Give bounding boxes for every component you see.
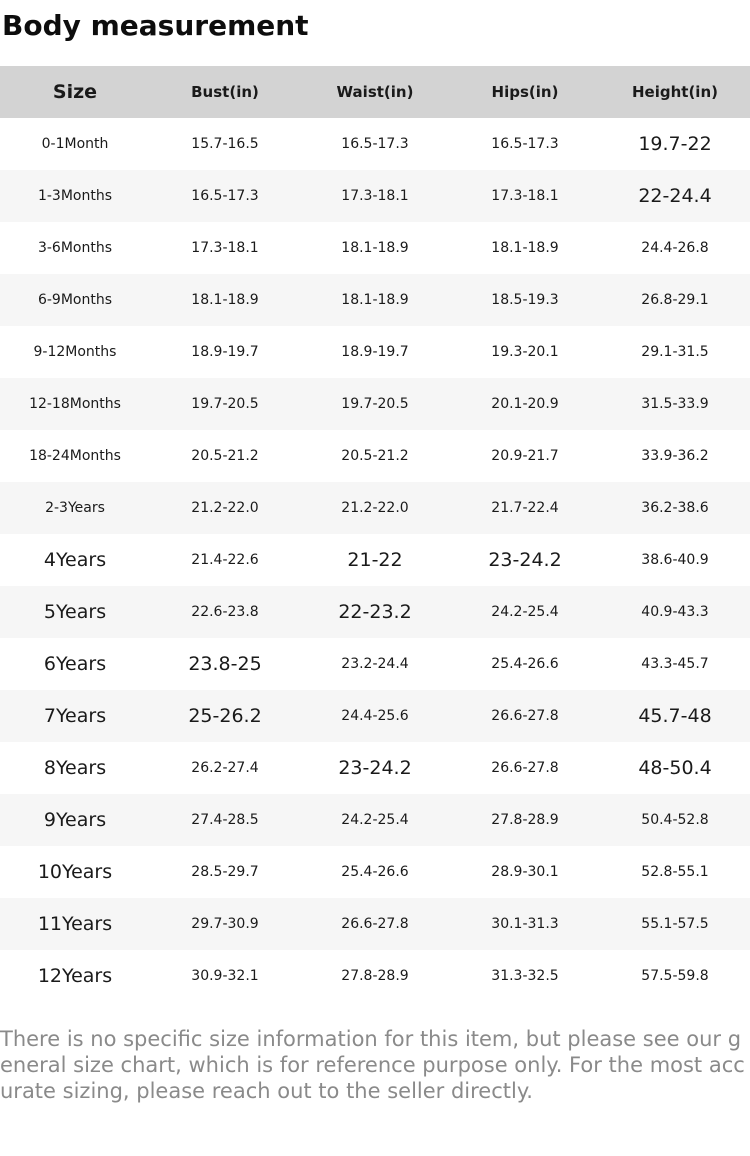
cell-bust: 20.5-21.2 — [191, 447, 259, 464]
cell-waist: 24.4-25.6 — [341, 707, 409, 724]
table-row — [0, 430, 750, 482]
cell-height: 50.4-52.8 — [641, 811, 709, 828]
cell-size: 3-6Months — [37, 239, 113, 256]
cell-size: 1-3Months — [37, 187, 113, 204]
cell-hips: 27.8-28.9 — [491, 811, 559, 828]
header-bust: Bust(in) — [191, 83, 259, 101]
table-row — [0, 898, 750, 950]
cell-bust: 25-26.2 — [188, 704, 262, 727]
cell-hips: 25.4-26.6 — [491, 655, 559, 672]
cell-size: 11Years — [37, 912, 113, 935]
cell-height: 36.2-38.6 — [641, 499, 709, 516]
cell-height: 45.7-48 — [638, 704, 712, 727]
size-disclaimer-text: There is no specific size information for this item, but please see our general size chart, which is for reference purpose only. For the most accurate sizing, please reach out to the seller directly. — [0, 1027, 745, 1103]
table-row — [0, 950, 750, 1002]
cell-height: 22-24.4 — [638, 184, 712, 207]
cell-height: 19.7-22 — [638, 132, 712, 155]
table-row — [0, 586, 750, 638]
cell-height: 31.5-33.9 — [641, 395, 709, 412]
cell-size: 7Years — [43, 704, 107, 727]
table-row — [0, 118, 750, 170]
table-row — [0, 326, 750, 378]
cell-hips: 17.3-18.1 — [491, 187, 559, 204]
cell-height: 33.9-36.2 — [641, 447, 709, 464]
cell-height: 48-50.4 — [638, 756, 712, 779]
cell-bust: 28.5-29.7 — [191, 863, 259, 880]
header-waist: Waist(in) — [336, 83, 414, 101]
page-title: Body measurement — [2, 9, 309, 42]
cell-waist: 23-24.2 — [338, 756, 412, 779]
table-row — [0, 170, 750, 222]
cell-waist: 16.5-17.3 — [341, 135, 409, 152]
cell-hips: 30.1-31.3 — [491, 915, 559, 932]
cell-hips: 23-24.2 — [488, 548, 562, 571]
cell-hips: 26.6-27.8 — [491, 707, 559, 724]
table-row — [0, 274, 750, 326]
cell-height: 38.6-40.9 — [641, 551, 709, 568]
cell-size: 18-24Months — [29, 447, 121, 464]
cell-bust: 15.7-16.5 — [191, 135, 259, 152]
cell-size: 5Years — [43, 600, 107, 623]
table-row — [0, 846, 750, 898]
cell-size: 12Years — [37, 964, 113, 987]
cell-size: 6Years — [43, 652, 107, 675]
cell-waist: 25.4-26.6 — [341, 863, 409, 880]
cell-hips: 31.3-32.5 — [491, 967, 559, 984]
cell-bust: 21.2-22.0 — [191, 499, 259, 516]
table-row — [0, 534, 750, 586]
cell-hips: 19.3-20.1 — [491, 343, 559, 360]
cell-waist: 26.6-27.8 — [341, 915, 409, 932]
cell-bust: 18.1-18.9 — [191, 291, 259, 308]
table-header-row — [0, 66, 750, 118]
cell-hips: 20.9-21.7 — [491, 447, 559, 464]
cell-size: 6-9Months — [37, 291, 113, 308]
cell-waist: 20.5-21.2 — [341, 447, 409, 464]
table-row — [0, 690, 750, 742]
cell-size: 2-3Years — [45, 499, 105, 516]
cell-hips: 18.1-18.9 — [491, 239, 559, 256]
cell-height: 24.4-26.8 — [641, 239, 709, 256]
cell-height: 29.1-31.5 — [641, 343, 709, 360]
table-row — [0, 378, 750, 430]
cell-bust: 19.7-20.5 — [191, 395, 259, 412]
table-row — [0, 222, 750, 274]
cell-bust: 27.4-28.5 — [191, 811, 259, 828]
cell-bust: 17.3-18.1 — [191, 239, 259, 256]
cell-height: 43.3-45.7 — [641, 655, 709, 672]
table-row — [0, 482, 750, 534]
table-row — [0, 794, 750, 846]
cell-waist: 21-22 — [347, 548, 403, 571]
table-row — [0, 742, 750, 794]
cell-hips: 28.9-30.1 — [491, 863, 559, 880]
header-height: Height(in) — [632, 83, 718, 101]
cell-waist: 18.9-19.7 — [341, 343, 409, 360]
cell-waist: 24.2-25.4 — [341, 811, 409, 828]
cell-height: 26.8-29.1 — [641, 291, 709, 308]
header-size: Size — [52, 80, 98, 103]
cell-waist: 21.2-22.0 — [341, 499, 409, 516]
cell-hips: 26.6-27.8 — [491, 759, 559, 776]
table-row — [0, 638, 750, 690]
cell-hips: 18.5-19.3 — [491, 291, 559, 308]
cell-size: 0-1Month — [41, 135, 109, 152]
cell-bust: 22.6-23.8 — [191, 603, 259, 620]
cell-size: 9Years — [43, 808, 107, 831]
cell-hips: 24.2-25.4 — [491, 603, 559, 620]
cell-bust: 18.9-19.7 — [191, 343, 259, 360]
cell-bust: 26.2-27.4 — [191, 759, 259, 776]
cell-hips: 20.1-20.9 — [491, 395, 559, 412]
cell-size: 12-18Months — [29, 395, 121, 412]
cell-hips: 16.5-17.3 — [491, 135, 559, 152]
cell-waist: 22-23.2 — [338, 600, 412, 623]
cell-waist: 19.7-20.5 — [341, 395, 409, 412]
cell-bust: 30.9-32.1 — [191, 967, 259, 984]
cell-bust: 16.5-17.3 — [191, 187, 259, 204]
cell-waist: 27.8-28.9 — [341, 967, 409, 984]
cell-hips: 21.7-22.4 — [491, 499, 559, 516]
cell-bust: 29.7-30.9 — [191, 915, 259, 932]
cell-size: 9-12Months — [33, 343, 117, 360]
size-table — [0, 66, 750, 1002]
cell-waist: 18.1-18.9 — [341, 291, 409, 308]
cell-waist: 17.3-18.1 — [341, 187, 409, 204]
cell-size: 8Years — [43, 756, 107, 779]
cell-height: 40.9-43.3 — [641, 603, 709, 620]
cell-height: 57.5-59.8 — [641, 967, 709, 984]
cell-waist: 23.2-24.4 — [341, 655, 409, 672]
header-hips: Hips(in) — [491, 83, 559, 101]
cell-waist: 18.1-18.9 — [341, 239, 409, 256]
cell-height: 52.8-55.1 — [641, 863, 709, 880]
cell-bust: 21.4-22.6 — [191, 551, 259, 568]
cell-height: 55.1-57.5 — [641, 915, 709, 932]
cell-bust: 23.8-25 — [188, 652, 262, 675]
cell-size: 4Years — [43, 548, 107, 571]
cell-size: 10Years — [37, 860, 113, 883]
